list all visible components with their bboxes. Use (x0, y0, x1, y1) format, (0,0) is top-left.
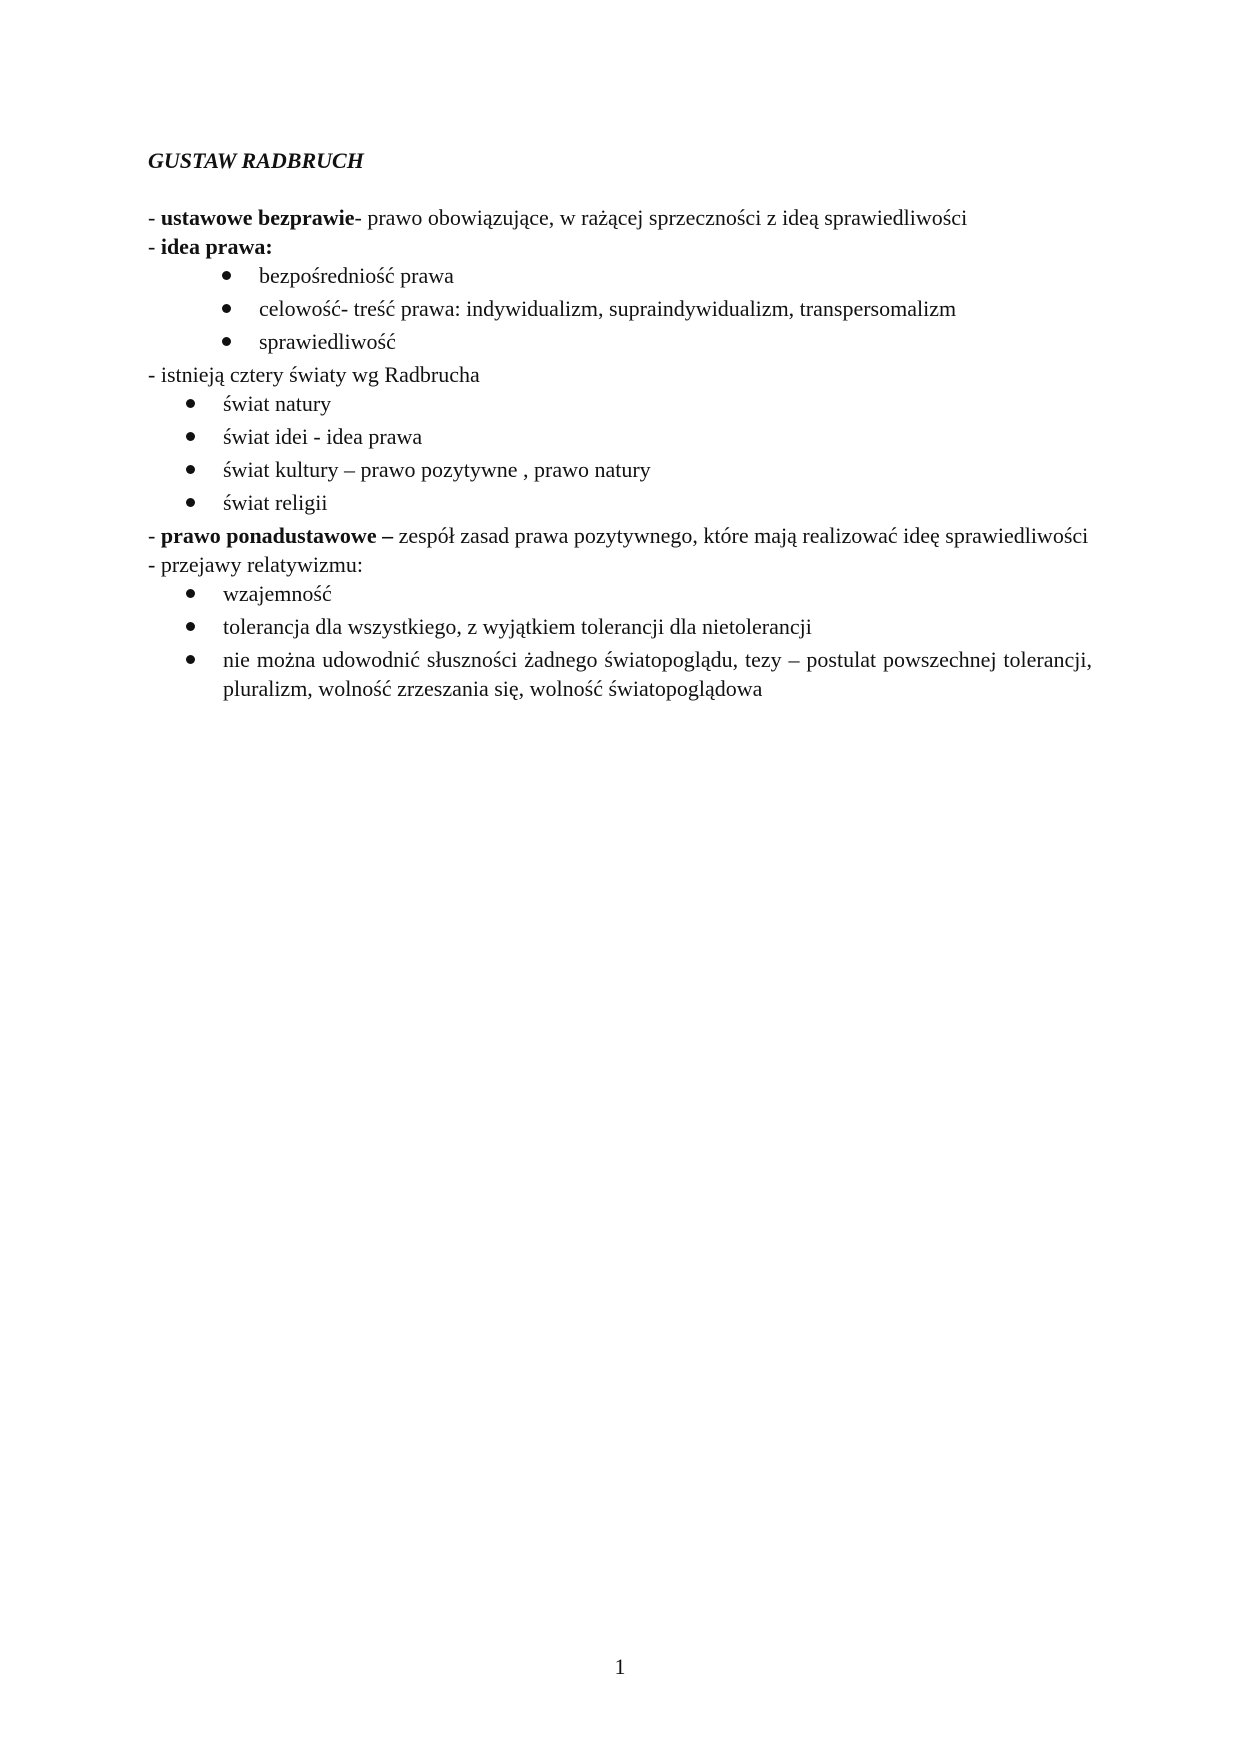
list-item (148, 389, 1092, 418)
list-item-text: świat idei - idea prawa (223, 424, 423, 449)
definition-prawo-ponadustawowe (148, 521, 1092, 550)
list-item (148, 261, 1092, 290)
heading-relatywizm: - przejawy relatywizmu: (148, 552, 364, 577)
term-idea-prawa: idea prawa: (160, 234, 273, 259)
list-item (148, 488, 1092, 517)
relatywizm-list (148, 579, 1092, 703)
heading-lead: - (148, 234, 161, 259)
term-ustawowe-bezprawie: ustawowe bezprawie (160, 205, 355, 230)
bullet-icon (186, 465, 195, 474)
list-item-text: celowość- treść prawa: indywidualizm, supraindywidualizm, transpersomalizm (259, 296, 957, 321)
bullet-icon (186, 622, 195, 631)
bullet-icon (186, 589, 195, 598)
list-item-text: świat kultury – prawo pozytywne , prawo natury (223, 457, 651, 482)
list-item-text: świat religii (223, 490, 328, 515)
bullet-icon (186, 399, 195, 408)
definition-lead: - (148, 523, 161, 548)
bullet-icon (222, 271, 231, 280)
page-number: 1 (614, 1654, 626, 1679)
bullet-icon (186, 432, 195, 441)
list-item (148, 579, 1092, 608)
list-item-text: sprawiedliwość (259, 329, 396, 354)
bullet-icon (186, 498, 195, 507)
definition-text: - prawo obowiązujące, w rażącej sprzeczności z ideą sprawiedliwości (354, 205, 968, 230)
bullet-icon (222, 337, 231, 346)
list-item-text: bezpośredniość prawa (259, 263, 454, 288)
list-item (148, 645, 1092, 703)
list-item (148, 294, 1092, 323)
list-item-text: tolerancja dla wszystkiego, z wyjątkiem tolerancji dla nietolerancji (223, 614, 812, 639)
idea-prawa-list (148, 261, 1092, 356)
definition-ustawowe-bezprawie (148, 203, 1092, 232)
list-item (148, 612, 1092, 641)
definition-text: zespół zasad prawa pozytywnego, które mają realizować ideę sprawiedliwości (393, 523, 1089, 548)
bullet-icon (222, 304, 231, 313)
definition-lead: - (148, 205, 161, 230)
list-item (148, 455, 1092, 484)
list-item (148, 422, 1092, 451)
document-title: GUSTAW RADBRUCH (148, 148, 364, 173)
list-item-text: nie można udowodnić słuszności żadnego światopoglądu, tezy – postulat powszechnej tolerancji, pluralizm, wolność zrzeszania się, wolność światopoglądowa (223, 647, 1092, 701)
list-item-text: świat natury (223, 391, 332, 416)
list-item-text: wzajemność (223, 581, 332, 606)
list-item (148, 327, 1092, 356)
term-prawo-ponadustawowe: prawo ponadustawowe – (160, 523, 394, 548)
document-body (148, 146, 1092, 707)
swiaty-list (148, 389, 1092, 517)
heading-swiaty: - istnieją cztery światy wg Radbrucha (148, 362, 480, 387)
bullet-icon (186, 655, 195, 664)
heading-idea-prawa (148, 232, 1092, 261)
